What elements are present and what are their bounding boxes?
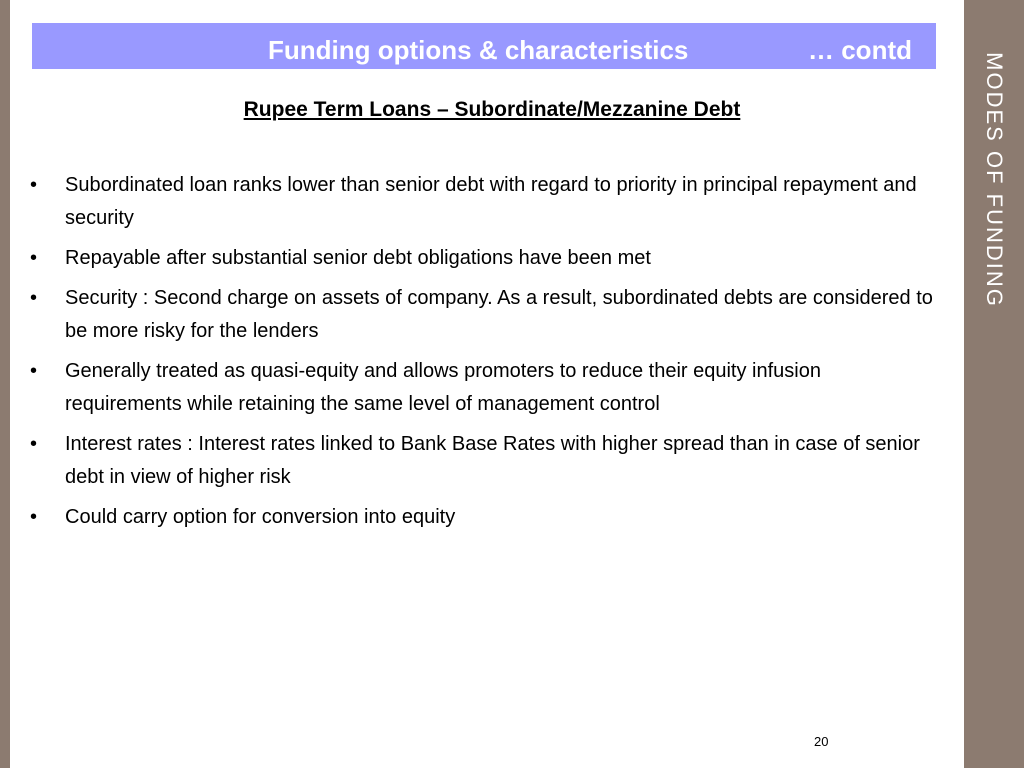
bullet-item	[30, 501, 940, 534]
bullet-item	[30, 355, 940, 421]
bullet-item	[30, 242, 940, 275]
slide-title: Funding options & characteristics	[268, 35, 689, 65]
bullet-text: Security : Second charge on assets of company. As a result, subordinated debts are considered to be more risky for the lenders	[65, 287, 933, 342]
bullet-item	[30, 282, 940, 348]
slide-title-continued: … contd	[808, 35, 912, 65]
bullet-item	[30, 169, 940, 235]
bullet-text: Could carry option for conversion into equity	[65, 506, 456, 528]
bullet-list	[30, 169, 940, 541]
bullet-icon: •	[30, 174, 38, 196]
bullet-text: Generally treated as quasi-equity and allows promoters to reduce their equity infusion requirements while retaining the same level of management control	[65, 360, 821, 415]
bullet-icon: •	[30, 247, 38, 269]
bullet-text: Subordinated loan ranks lower than senior debt with regard to priority in principal repayment and security	[65, 174, 917, 229]
bullet-text: Repayable after substantial senior debt obligations have been met	[65, 247, 651, 269]
bullet-item	[30, 428, 940, 494]
bullet-icon: •	[30, 360, 38, 382]
slide-subtitle: Rupee Term Loans – Subordinate/Mezzanine Debt	[243, 98, 741, 121]
bullet-icon: •	[30, 506, 38, 528]
page-number: 20	[814, 734, 829, 749]
side-label-text: MODES OF FUNDING	[982, 52, 1007, 308]
bullet-icon: •	[30, 287, 38, 309]
bullet-icon: •	[30, 433, 38, 455]
bullet-text: Interest rates : Interest rates linked to Bank Base Rates with higher spread than in case of senior debt in view of higher risk	[65, 433, 920, 488]
